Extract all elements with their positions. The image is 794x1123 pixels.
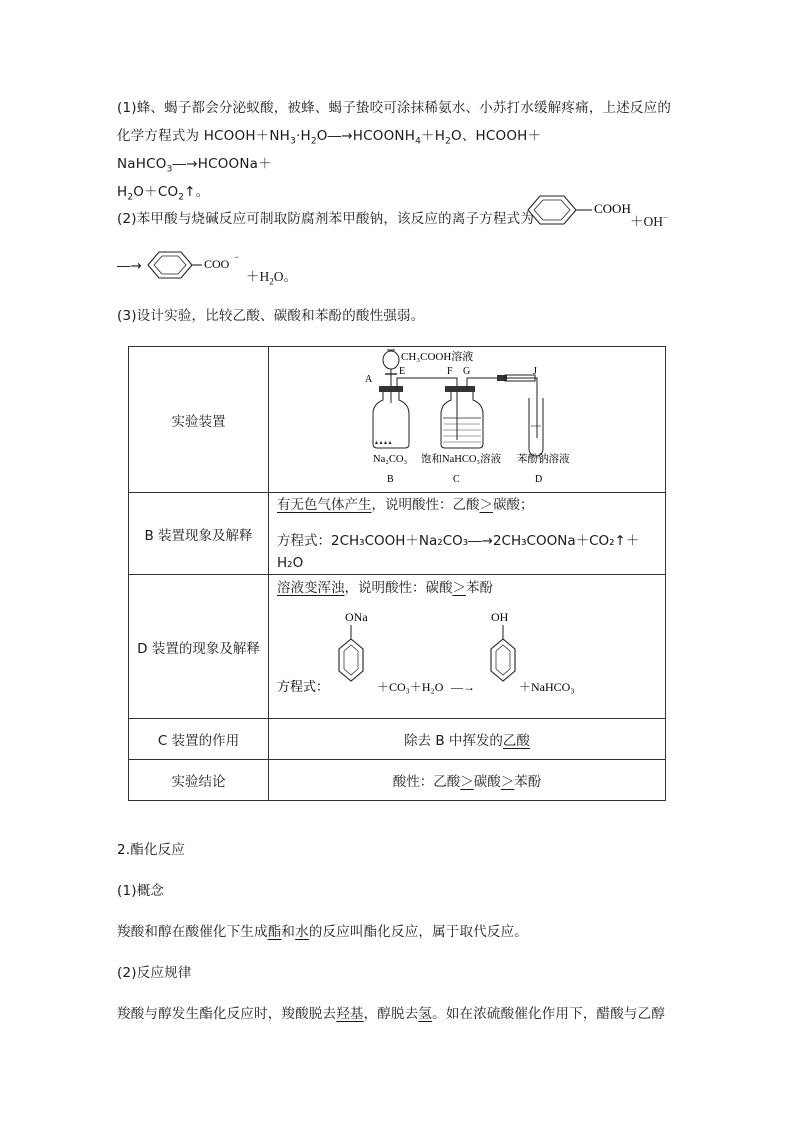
solid-dots: ▴ ▴ ▴ ▴: [375, 439, 392, 446]
d-observation-cell: 溶液变浑浊，说明酸性：碳酸＞苯酚 ONa 方程式： ＋CO₃＋H₂O ―→ OH ＋NaHCO₃: [269, 575, 666, 719]
hydroxide-term: ＋OH−: [630, 212, 669, 229]
svg-text:G: G: [463, 365, 471, 377]
equation-prefix: 方程式：: [277, 679, 330, 694]
b-observation-cell: 有无色气体产生，说明酸性：乙酸＞碳酸； 方程式：2CH₃COOH＋Na₂CO₃―→2CH₃COONa＋CO₂↑＋H₂O: [269, 493, 666, 575]
benzoate-structure: [142, 245, 252, 285]
c-reagent: 饱和NaHCO₃溶液: [421, 453, 502, 465]
svg-text:F: F: [447, 365, 453, 377]
p1-line-3: $H_2O+CO_2↑$。: [117, 184, 210, 203]
p1-line-1: (1)蜂、蝎子都会分泌蚁酸，被蜂、蝎子蛰咬可涂抹稀氨水、小苏打水缓解疼痛，上述反应的: [117, 100, 672, 116]
row-label: C 装置的作用: [129, 719, 269, 760]
c-purpose-cell: 除去 B 中挥发的乙酸: [269, 719, 666, 760]
equation-end: ＋NaHCO₃: [519, 680, 575, 694]
equation-mid: ＋CO₃＋H₂O: [377, 680, 444, 694]
reaction-arrow: ―→: [468, 532, 493, 549]
flask-c: [441, 392, 483, 448]
d-reagent: 苯酚钠溶液: [517, 453, 570, 465]
svg-text:A: A: [365, 373, 373, 385]
reaction-arrow: ―→: [451, 680, 475, 694]
stopper-c: [445, 386, 475, 392]
svg-text:B: B: [387, 473, 394, 485]
table-row: [129, 575, 666, 719]
ionic-arrow: ―→: [117, 258, 142, 274]
svg-text:J: J: [533, 365, 537, 377]
section-2-1-title: (1)概念: [117, 883, 165, 899]
phenoxide-equation: [269, 599, 665, 709]
stopper-b: [379, 386, 403, 392]
table-row: [129, 719, 666, 760]
row-label: D 装置的现象及解释: [129, 575, 269, 719]
reaction-arrow: ―→: [172, 156, 198, 172]
reaction-arrow: ―→: [327, 128, 353, 144]
section-2-title: 2.酯化反应: [117, 842, 186, 858]
experiment-table: [128, 346, 666, 801]
section-2-1-text: 羧酸和醇在酸催化下生成酯和水的反应叫酯化反应，属于取代反应。: [117, 924, 529, 940]
table-row: [129, 493, 666, 575]
ona-label: ONa: [345, 610, 368, 624]
funnel-bulb: [383, 351, 399, 369]
coo-label: COO: [204, 257, 230, 271]
svg-text:D: D: [535, 473, 543, 485]
coo-charge: −: [234, 252, 240, 262]
table-row: [129, 347, 666, 493]
section-2-2-text: 羧酸与醇发生酯化反应时，羧酸脱去羟基，醇脱去氢。如在浓硫酸催化作用下，醋酸与乙醇: [117, 1006, 666, 1022]
row-label: B 装置现象及解释: [129, 493, 269, 575]
reagent-label: CH₃COOH溶液: [401, 350, 474, 363]
b-reagent: Na₂CO₃: [373, 453, 408, 465]
conclusion-cell: 酸性：乙酸＞碳酸＞苯酚: [269, 760, 666, 801]
svg-text:C: C: [453, 473, 460, 485]
row-label: 实验装置: [129, 347, 269, 493]
oh-label: OH: [491, 610, 509, 624]
svg-text:E: E: [399, 365, 406, 377]
p1-line-2: 化学方程式为 $HCOOH+NH_3\cdot H_2O―\to HCOONH_4+H_2O$、HCOOH＋NaHCO$_3$―→HCOONa＋: [117, 128, 542, 175]
paragraph-3: (3)设计实验，比较乙酸、碳酸和苯酚的酸性强弱。: [117, 308, 425, 324]
apparatus-diagram: [269, 348, 665, 488]
table-row: [129, 760, 666, 801]
row-label: 实验结论: [129, 760, 269, 801]
water-term: $+H_2O$。: [246, 269, 297, 287]
test-tube-d: [529, 398, 543, 456]
cooh-label: COOH: [594, 201, 631, 216]
apparatus-cell: [269, 347, 666, 493]
p2-text: (2)苯甲酸与烧碱反应可制取防腐剂苯甲酸钠，该反应的离子方程式为: [117, 211, 535, 227]
section-2-2-title: (2)反应规律: [117, 965, 192, 981]
